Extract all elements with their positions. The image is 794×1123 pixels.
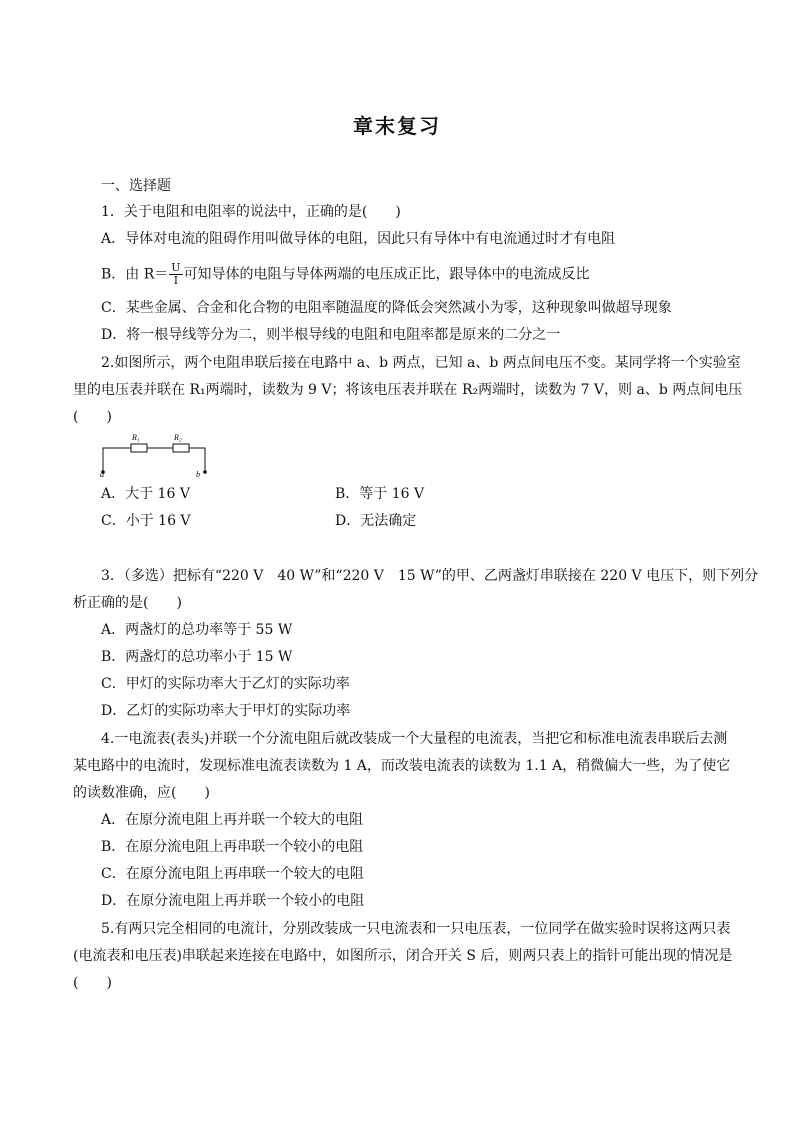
q4-option-d: D．在原分流电阻上再并联一个较小的电阻 <box>101 893 365 909</box>
q3-stem-line1: 3．（多选）把标有“220 V 40 W”和“220 V 15 W”的甲、乙两盏灯串联接在 220 V 电压下，则下列分 <box>101 568 759 584</box>
q1-option-b-suffix: 可知导体的电阻与导体两端的电压成正比，跟导体中的电流成反比 <box>183 266 590 283</box>
q3-stem-line2: 析正确的是( ) <box>73 595 182 611</box>
q1-option-b-prefix: B．由 R＝ <box>101 266 169 283</box>
q2-option-c: C．小于 16 V <box>101 513 191 529</box>
q5-stem-line3: ( ) <box>73 975 112 991</box>
q1-option-d: D．将一根导线等分为二，则半根导线的电阻和电阻率都是原来的二分之一 <box>101 327 561 343</box>
terminal-b-dot <box>203 470 207 474</box>
resistor-r2 <box>173 444 189 452</box>
q4-stem-line2: 某电路中的电流时，发现标准电流表读数为 1 A，而改装电流表的读数为 1.1 A，稍微偏大一些，为了使它 <box>73 758 731 774</box>
q2-stem-line2: 里的电压表并联在 R₁两端时，读数为 9 V；将该电压表并联在 R₂两端时，读数为 7 V，则 a、b 两点间电压 <box>73 382 743 398</box>
q2-option-d: D．无法确定 <box>335 513 417 529</box>
q4-option-a: A．在原分流电阻上再并联一个较大的电阻 <box>101 812 364 828</box>
label-b: b <box>196 470 200 478</box>
label-r2: R₂ <box>174 433 182 442</box>
q5-stem-line1: 5.有两只完全相同的电流计，分别改装成一只电流表和一只电压表，一位同学在做实验时误将这两只表 <box>101 921 731 937</box>
section-heading: 一、选择题 <box>101 178 171 194</box>
q2-option-b: B．等于 16 V <box>335 486 425 502</box>
q5-stem-line2: (电流表和电压表)串联起来连接在电路中，如图所示，闭合开关 S 后，则两只表上的指针可能出现的情况是 <box>73 948 733 964</box>
circuit-wire-right <box>189 448 205 472</box>
label-r1: R₁ <box>132 433 140 442</box>
label-a: a <box>100 470 104 478</box>
q1-option-c: C．某些金属、合金和化合物的电阻率随温度的降低会突然减小为零，这种现象叫做超导现象 <box>101 300 672 316</box>
q4-option-b: B．在原分流电阻上再串联一个较小的电阻 <box>101 839 364 855</box>
q3-option-c: C．甲灯的实际功率大于乙灯的实际功率 <box>101 676 350 692</box>
q1-fraction <box>169 262 182 287</box>
q3-option-b: B．两盏灯的总功率小于 15 W <box>101 649 293 665</box>
series-circuit-diagram <box>95 428 215 478</box>
q4-stem-line3: 的读数准确，应( ) <box>73 785 210 801</box>
q1-option-b <box>101 262 590 287</box>
q3-option-a: A．两盏灯的总功率等于 55 W <box>101 622 293 638</box>
circuit-wire-left <box>103 448 131 472</box>
q1-fraction-numerator: U <box>171 261 181 274</box>
q1-option-a: A．导体对电流的阻碍作用叫做导体的电阻，因此只有导体中有电流通过时才有电阻 <box>101 231 616 247</box>
q4-stem-line1: 4.一电流表(表头)并联一个分流电阻后就改装成一个大量程的电流表，当把它和标准电流表串联后去测 <box>101 731 728 747</box>
q2-stem-line1: 2.如图所示，两个电阻串联后接在电路中 a、b 两点，已知 a、b 两点间电压不变。某同学将一个实验室 <box>101 355 741 371</box>
resistor-r1 <box>131 444 147 452</box>
q3-option-d: D．乙灯的实际功率大于甲灯的实际功率 <box>101 703 351 719</box>
q1-fraction-denominator: I <box>173 274 179 287</box>
q1-stem: 1．关于电阻和电阻率的说法中，正确的是( ) <box>101 204 401 220</box>
q4-option-c: C．在原分流电阻上再串联一个较大的电阻 <box>101 866 364 882</box>
q2-option-a: A．大于 16 V <box>101 486 190 502</box>
q2-stem-line3: ( ) <box>73 409 112 425</box>
page-title: 章末复习 <box>353 114 441 138</box>
